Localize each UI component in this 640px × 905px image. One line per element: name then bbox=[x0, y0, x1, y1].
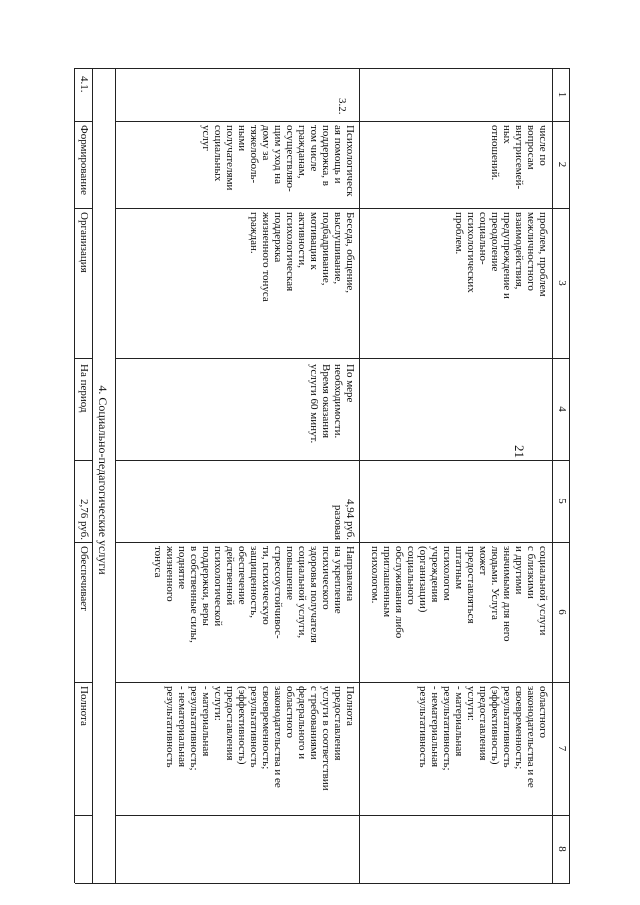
col-rule-1b bbox=[75, 121, 93, 122]
col-rule-2b bbox=[75, 208, 93, 209]
row-4-1-price: 2,76 руб. bbox=[78, 498, 90, 540]
cont-col-3: проблем, проблем межличностного взаимодействия, предупреждение и преодоление социально- психологических проблем. bbox=[453, 212, 549, 299]
page-number: 21 bbox=[512, 445, 527, 458]
col-rule-7b bbox=[75, 815, 93, 816]
row-3-2-quality: Полнота предоставления услуги в соответствии с требованиями федерального и областного законодательства и ее своевременность; результативность (эффективность) предоставления услуги: - материальная результативность; - нематериальная результативность bbox=[164, 686, 356, 791]
row-4-1-service-name: Формирование bbox=[78, 125, 90, 195]
col-rule-2 bbox=[116, 208, 570, 209]
header-col-2: 2 bbox=[556, 161, 568, 168]
row-4-1-purpose: Обеспечивает bbox=[78, 546, 90, 611]
section-4-bottom-rule bbox=[92, 68, 93, 883]
cont-col-2: числе по вопросам внутрисемей- ных отношений. bbox=[489, 125, 549, 190]
row-3-2-description: Беседа, общение, выслушивание, подбадривание, мотивация к активности, психологическая поддержка жизненного тонуса граждан. bbox=[248, 212, 356, 302]
row-4-1-number: 4.1. bbox=[78, 76, 90, 93]
col-rule-6b bbox=[75, 682, 93, 683]
table-border-bottom bbox=[74, 68, 75, 883]
row-3-2-service-name: Психологическ ая помощь и поддержка, в том числе гражданам, осуществляю- щим уход на дому за тяжелоболь- ными получателями социальных услуг bbox=[200, 125, 356, 197]
row-4-1-description: Организация bbox=[78, 212, 90, 273]
header-col-1: 1 bbox=[556, 91, 568, 98]
header-col-8: 8 bbox=[556, 846, 568, 852]
header-col-6: 6 bbox=[556, 609, 568, 615]
row-3-2-price: 4,94 руб. разовая bbox=[332, 498, 356, 540]
row-4-1-quality: Полнота bbox=[78, 686, 90, 726]
col-rule-4 bbox=[116, 460, 570, 461]
table-border-left bbox=[75, 68, 570, 69]
header-col-4: 4 bbox=[556, 406, 568, 412]
cont-col-6: социальной услуги с близкими и другими значимыми для него людьми. Услуга может предоставляться штатным психологом учреждения (организации) социального обслуживания либо приглашенным психологом. bbox=[369, 546, 549, 642]
header-col-5: 5 bbox=[556, 498, 568, 504]
table-border-top bbox=[569, 68, 570, 883]
row-3-2-number: 3.2. bbox=[336, 98, 348, 115]
table-border-right bbox=[75, 883, 570, 884]
row-3-2-timing: По мере необходимости. Время оказания услуги 60 минут. bbox=[308, 364, 356, 444]
col-rule-5b bbox=[75, 542, 93, 543]
col-rule-1 bbox=[116, 121, 570, 122]
col-rule-6 bbox=[116, 682, 570, 683]
cont-col-7: областного законодательства и ее своевременность; результативность (эффективность) предоставления услуги: - материальная результативность; - нематериальная результативность bbox=[417, 686, 549, 788]
header-col-3: 3 bbox=[556, 280, 568, 286]
header-row-rule bbox=[552, 68, 553, 883]
section-4-top-rule bbox=[115, 68, 116, 883]
row-3-2-top-rule bbox=[359, 68, 360, 883]
services-table bbox=[75, 68, 570, 883]
section-4-title: 4. Социально-педагогические услуги bbox=[96, 385, 110, 575]
col-rule-4b bbox=[75, 460, 93, 461]
row-4-1-timing: На период bbox=[78, 364, 90, 413]
row-3-2-purpose: Направлена на укрепление психического здоровья получателя социальной услуги, повышение стрессоустойчивос- ти, психическую защищенность, обеспечение действенной психологической поддержки, веры в собственные силы, поднятие жизненного тонуса bbox=[152, 546, 356, 643]
col-rule-3b bbox=[75, 358, 93, 359]
col-rule-3 bbox=[116, 358, 570, 359]
col-rule-7 bbox=[116, 815, 570, 816]
col-rule-5 bbox=[116, 542, 570, 543]
header-col-7: 7 bbox=[556, 745, 568, 752]
